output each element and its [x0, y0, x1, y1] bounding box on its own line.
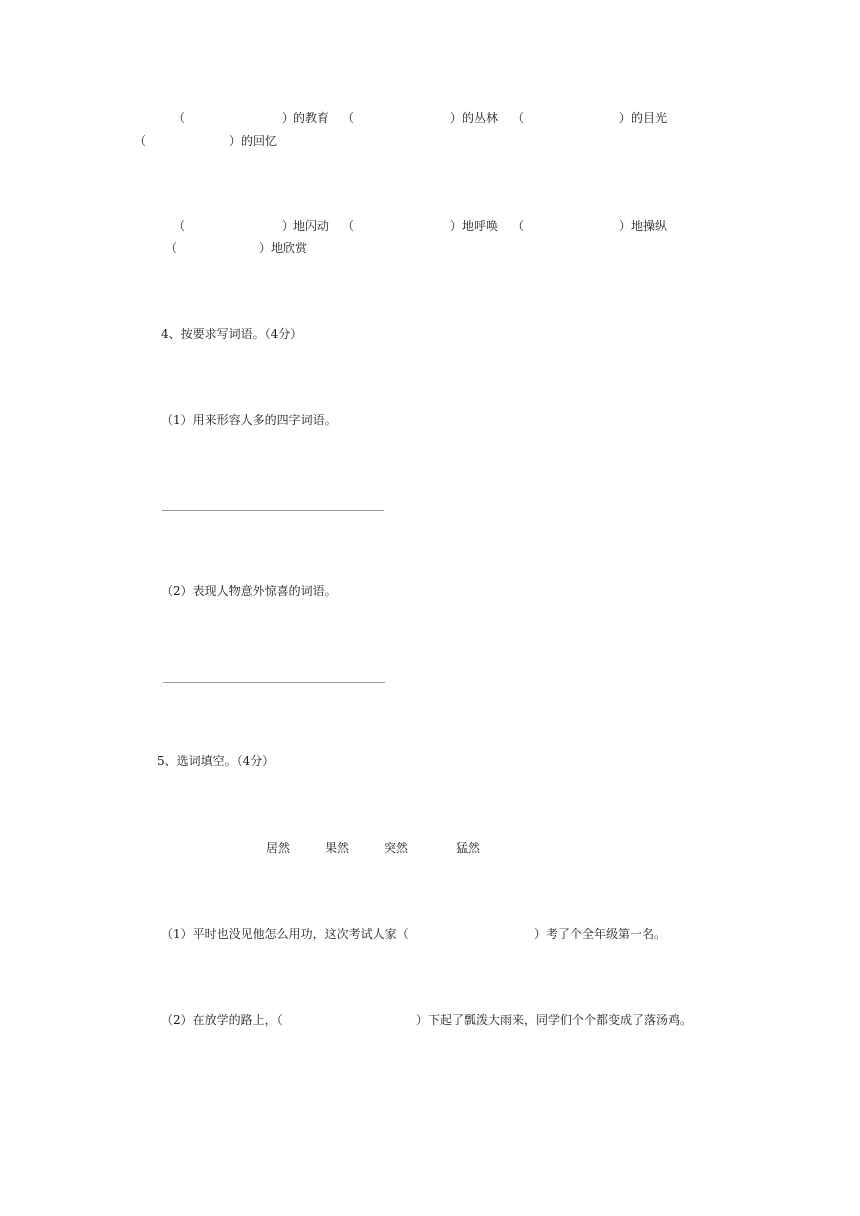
phrase-word: 地闪动 — [293, 219, 330, 233]
question-text: ）考了个全年级第一名。 — [534, 927, 667, 941]
blank-close-paren: ） — [450, 219, 463, 233]
blank-open-paren: （ — [512, 111, 525, 125]
blank-close-paren: ） — [259, 241, 272, 255]
blank-close-paren: ） — [282, 219, 295, 233]
question-text: （2）表现人物意外惊喜的词语。 — [161, 584, 337, 598]
section-heading: 5、选词填空。（4分） — [157, 754, 275, 768]
phrase-word: 地操纵 — [631, 219, 668, 233]
word-choice: 突然 — [384, 841, 409, 855]
blank-open-paren: （ — [173, 111, 186, 125]
answer-line — [162, 510, 384, 511]
blank-close-paren: ） — [450, 111, 463, 125]
question-text: （2）在放学的路上，（ — [161, 1013, 283, 1027]
blank-close-paren: ） — [229, 134, 242, 148]
blank-open-paren: （ — [342, 111, 355, 125]
blank-open-paren: （ — [342, 219, 355, 233]
blank-open-paren: （ — [165, 241, 178, 255]
answer-line — [163, 682, 385, 683]
phrase-word: 的教育 — [293, 111, 330, 125]
phrase-word: 的丛林 — [462, 111, 499, 125]
question-text: （1）用来形容人多的四字词语。 — [161, 413, 337, 427]
word-choice: 居然 — [266, 841, 291, 855]
blank-close-paren: ） — [619, 111, 632, 125]
phrase-word: 的目光 — [631, 111, 668, 125]
section-heading: 4、按要求写词语。（4分） — [161, 327, 303, 341]
blank-open-paren: （ — [512, 219, 525, 233]
question-text: （1）平时也没见他怎么用功，这次考试人家（ — [161, 927, 409, 941]
blank-open-paren: （ — [173, 219, 186, 233]
word-choice: 果然 — [325, 841, 350, 855]
blank-close-paren: ） — [619, 219, 632, 233]
question-text: ）下起了瓢泼大雨来，同学们个个都变成了落汤鸡。 — [416, 1013, 693, 1027]
phrase-word: 地欣赏 — [271, 241, 308, 255]
blank-open-paren: （ — [134, 134, 147, 148]
word-choice: 猛然 — [456, 841, 481, 855]
blank-close-paren: ） — [282, 111, 295, 125]
phrase-word: 的回忆 — [241, 134, 278, 148]
phrase-word: 地呼唤 — [462, 219, 499, 233]
